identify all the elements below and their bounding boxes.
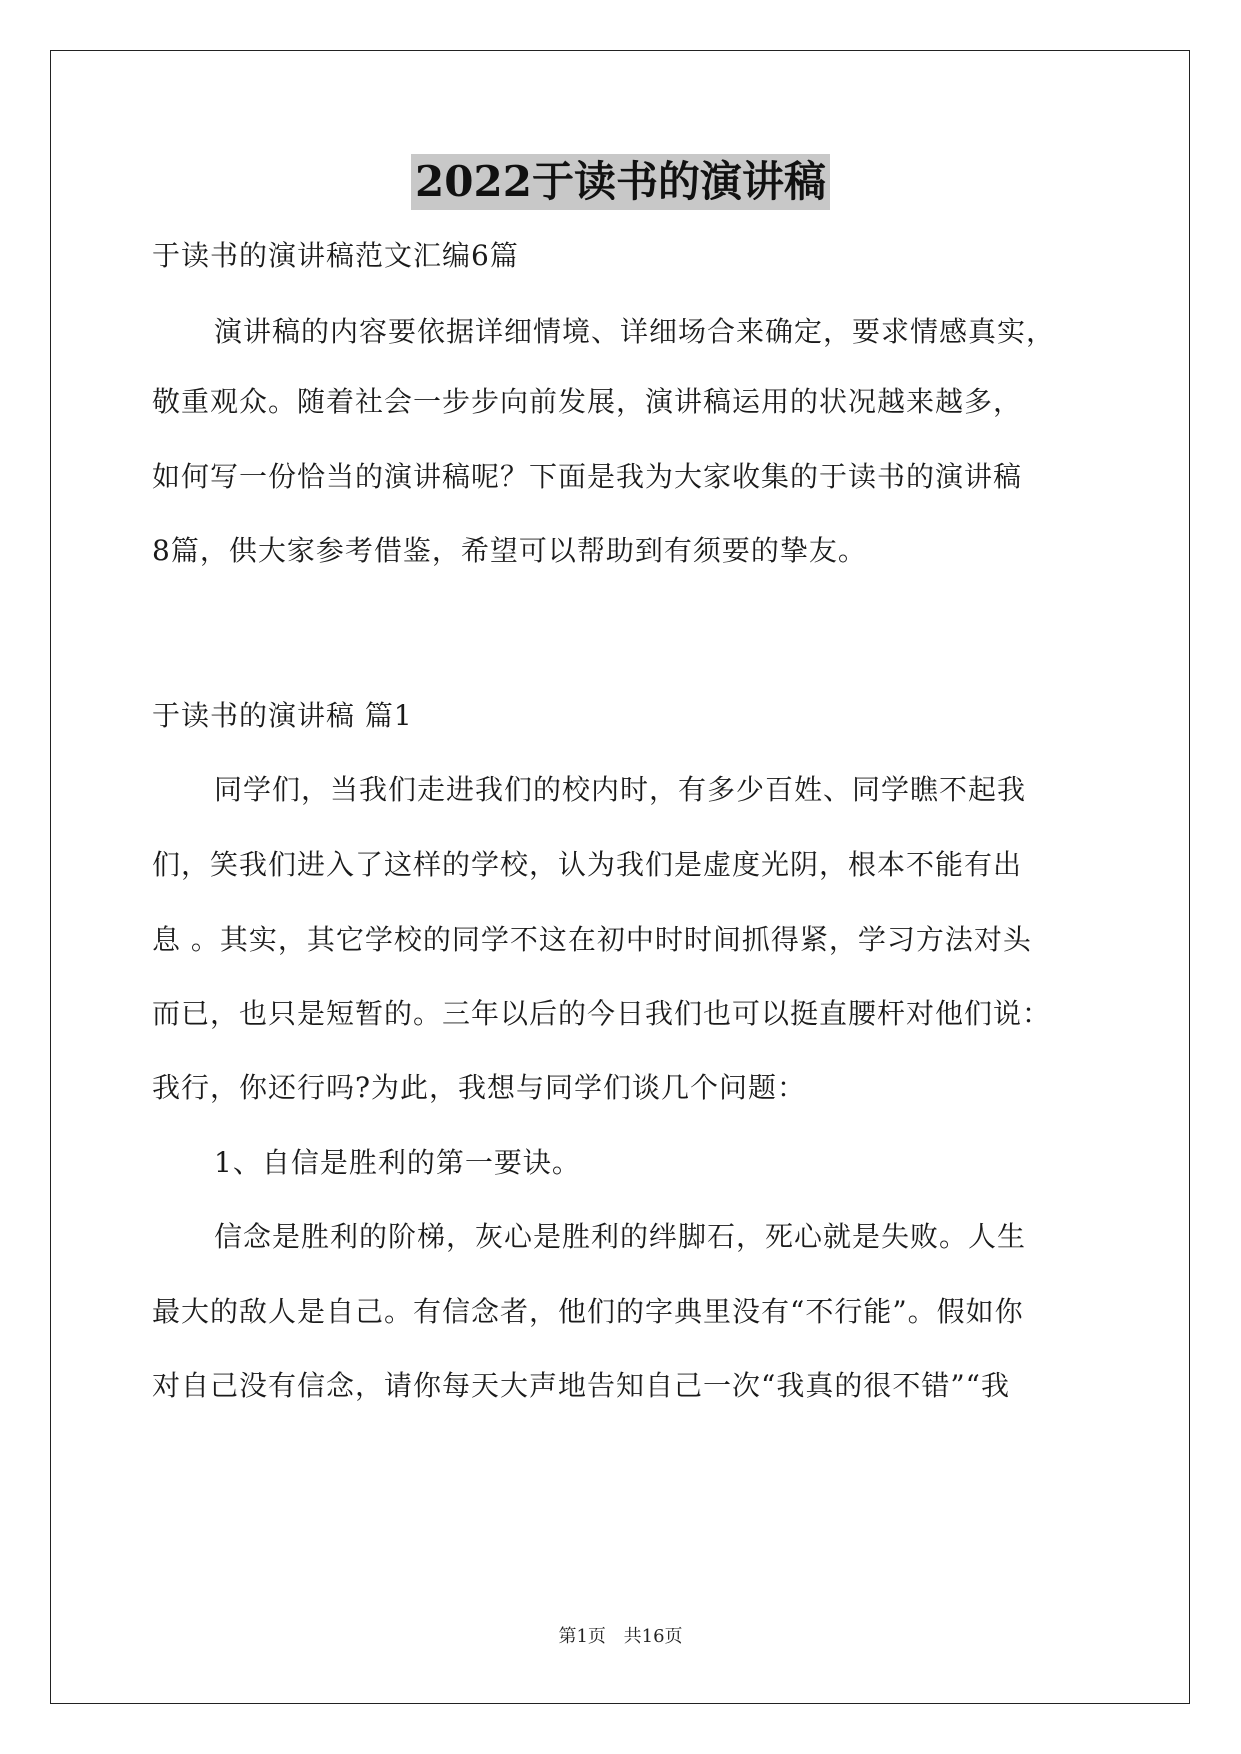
section-heading: 于读书的演讲稿 篇1 (152, 699, 413, 732)
body-line-3: 息 。其实，其它学校的同学不这在初中时时间抓得紧，学习方法对头 (152, 923, 1032, 956)
body-line-8: 最大的敌人是自己。有信念者，他们的字典里没有“不行能”。假如你 (152, 1295, 1024, 1328)
body-line-4: 而已，也只是短暂的。三年以后的今日我们也可以挺直腰杆对他们说： (152, 997, 1052, 1030)
page-total: 共16页 (623, 1626, 683, 1647)
body-line-9: 对自己没有信念，请你每天大声地告知自己一次“我真的很不错”“我 (152, 1369, 1010, 1402)
body-line-7: 信念是胜利的阶梯，灰心是胜利的绊脚石，死心就是失败。人生 (214, 1220, 1027, 1253)
intro-line-2: 敬重观众。随着社会一步步向前发展，演讲稿运用的状况越来越多， (152, 385, 1023, 418)
body-line-1: 同学们，当我们走进我们的校内时，有多少百姓、同学瞧不起我 (214, 773, 1027, 806)
intro-line-3: 如何写一份恰当的演讲稿呢？下面是我为大家收集的于读书的演讲稿 (152, 460, 1023, 493)
page-number: 第1页 (558, 1626, 606, 1647)
subtitle: 于读书的演讲稿范文汇编6篇 (152, 239, 519, 272)
intro-line-1: 演讲稿的内容要依据详细情境、详细场合来确定，要求情感真实， (214, 315, 1056, 348)
title-block (0, 154, 1241, 210)
document-title: 2022于读书的演讲稿 (411, 154, 830, 210)
body-line-6: 1、自信是胜利的第一要诀。 (214, 1146, 581, 1179)
page-footer (0, 1625, 1241, 1649)
intro-line-4: 8篇，供大家参考借鉴，希望可以帮助到有须要的挚友。 (152, 534, 867, 567)
body-line-2: 们，笑我们进入了这样的学校，认为我们是虚度光阴，根本不能有出 (152, 848, 1023, 881)
body-line-5: 我行，你还行吗?为此，我想与同学们谈几个问题： (152, 1071, 807, 1104)
